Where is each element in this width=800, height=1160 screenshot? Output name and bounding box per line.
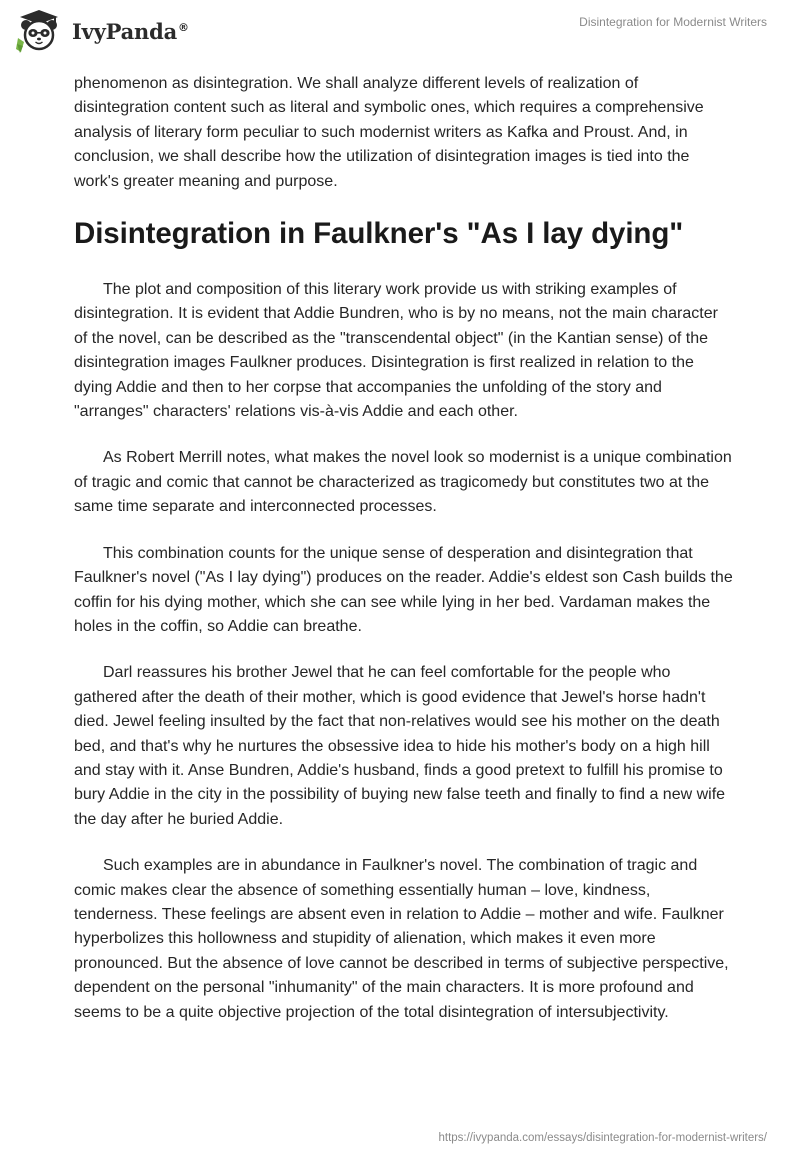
article-body	[74, 72, 734, 1047]
paragraph: The plot and composition of this literary work provide us with striking examples of disintegration. It is evident that Addie Bundren, who is by no means, not the main character of the novel, can be described as the "transcendental object" (in the Kantian sense) of the disintegration images Faulkner produces. Disintegration is first realized in relation to the dying Addie and then to her corpse that accompanies the unfolding of the story and "arranges" characters' relations vis-à-vis Addie and each other.	[74, 281, 718, 421]
paragraph: As Robert Merrill notes, what makes the novel look so modernist is a unique combination of tragic and comic that cannot be characterized as tragicomedy but constitutes two at the same time separate and interconnected processes.	[74, 449, 732, 516]
section-heading: Disintegration in Faulkner's "As I lay dying"	[74, 217, 684, 251]
registered-mark: ®	[178, 20, 189, 34]
site-logo[interactable]	[14, 8, 189, 54]
page-header	[0, 0, 800, 70]
paragraph: Such examples are in abundance in Faulkner's novel. The combination of tragic and comic makes clear the absence of something essentially human – love, kindness, tenderness. These feelings are absent even in relation to Addie – mother and wife. Faulkner hyperbolizes this hollowness and stupidity of alienation, which makes it even more pronounced. But the absence of love cannot be described in terms of subjective perspective, dependent on the personal "inhumanity" of the main characters. It is more profound and seems to be a quite objective projection of the total disintegration of intersubjectivity.	[74, 857, 729, 1021]
panda-logo-icon	[14, 8, 64, 54]
logo-wordmark	[72, 19, 189, 44]
intro-paragraph: phenomenon as disintegration. We shall analyze different levels of realization of disintegration content such as literal and symbolic ones, which requires a comprehensive analysis of literary form peculiar to such modernist writers as Kafka and Proust. And, in conclusion, we shall describe how the utilization of disintegration images is tied into the work's greater meaning and purpose.	[74, 75, 704, 190]
paragraph: This combination counts for the unique sense of desperation and disintegration that Faulkner's novel ("As I lay dying") produces on the reader. Addie's eldest son Cash builds the coffin for his dying mother, which she can see while lying in her bed. Vardaman makes the holes in the coffin, so Addie can breathe.	[74, 544, 733, 635]
source-url[interactable]: https://ivypanda.com/essays/disintegration-for-modernist-writers/	[438, 1132, 767, 1144]
logo-name: IvyPanda	[72, 18, 178, 44]
paragraph: Darl reassures his brother Jewel that he can feel comfortable for the people who gathered after the death of their mother, which is good evidence that Jewel's horse hadn't died. Jewel feeling insulted by the fact that non-relatives would see his mother on the death bed, and that's why he nurtures the obsessive idea to hide his mother's body on a high hill and stay with it. Anse Bundren, Addie's husband, finds a good pretext to fulfill his promise to bury Addie in the city in the possibility of buying new false teeth and finally to find a new wife the day after he buried Addie.	[74, 664, 726, 828]
document-title: Disintegration for Modernist Writers	[579, 15, 767, 29]
